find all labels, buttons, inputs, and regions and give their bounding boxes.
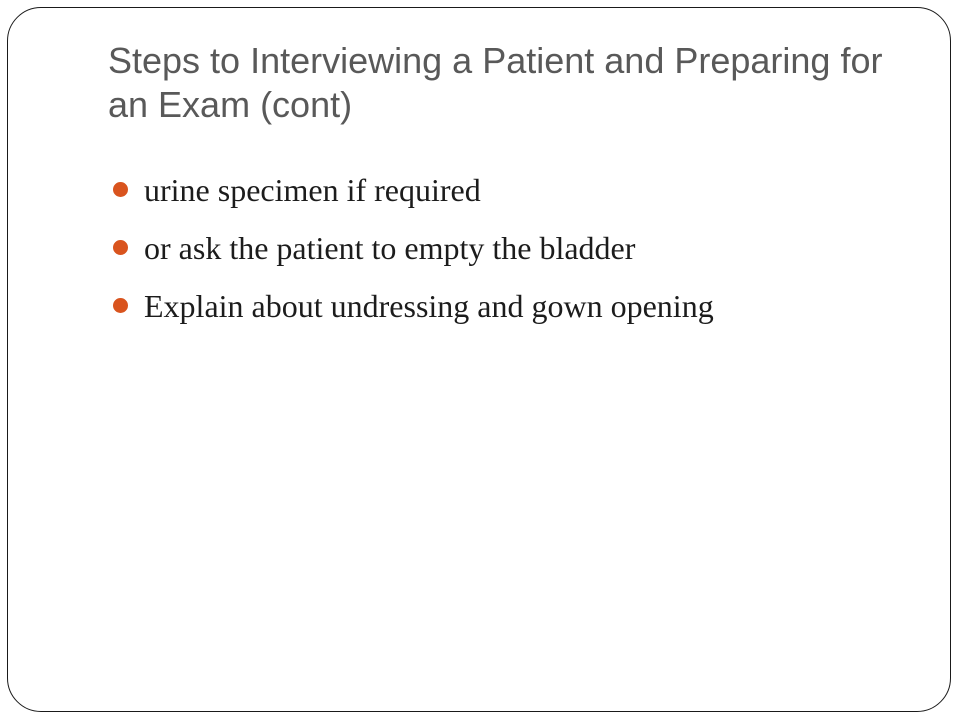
bullet-item xyxy=(111,228,714,268)
slide-frame xyxy=(7,7,951,712)
bullet-text: urine specimen if required xyxy=(144,172,481,208)
bullet-text: Explain about undressing and gown opening xyxy=(144,288,714,324)
bullet-item xyxy=(111,170,714,210)
slide-title: Steps to Interviewing a Patient and Preparing for an Exam (cont) xyxy=(108,40,883,125)
bullet-dot-icon xyxy=(113,298,128,313)
bullet-dot-icon xyxy=(113,240,128,255)
bullet-dot-icon xyxy=(113,182,128,197)
bullet-text: or ask the patient to empty the bladder xyxy=(144,230,636,266)
bullet-item xyxy=(111,286,714,326)
bullet-list xyxy=(111,170,714,344)
